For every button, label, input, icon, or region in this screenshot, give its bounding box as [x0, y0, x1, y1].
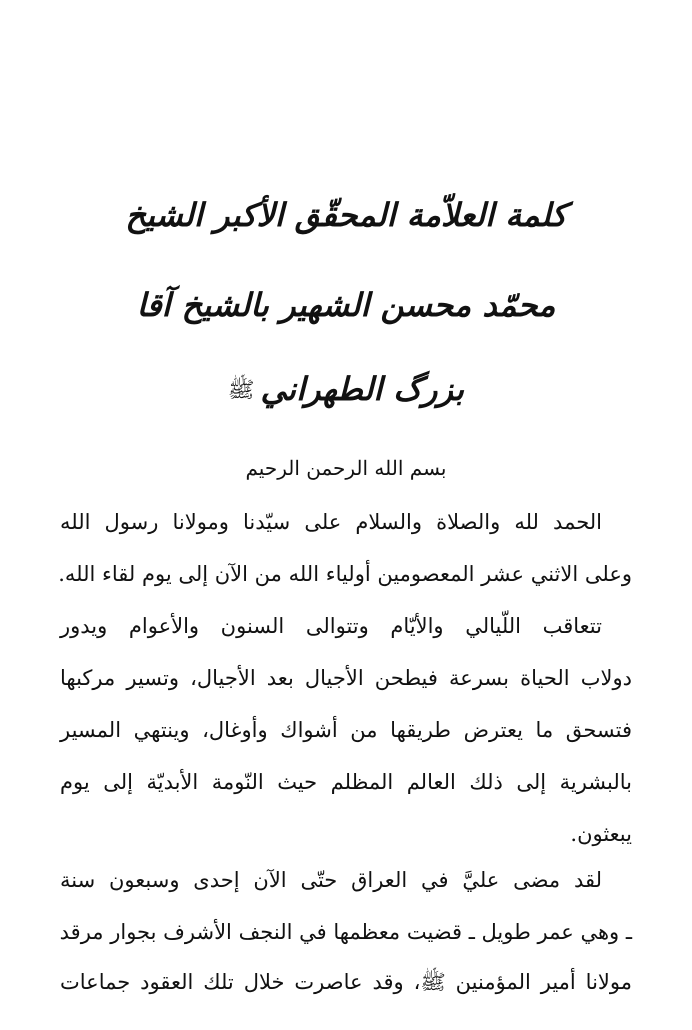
- honorific-symbol-icon: ﷺ: [227, 378, 255, 403]
- heading-line-3: [60, 366, 632, 414]
- heading-line-1: كلمة العلاّمة المحقّق الأكبر الشيخ: [125, 196, 567, 234]
- paragraph-2-line-2: دولاب الحياة بسرعة فيطحن الأجيال بعد الأجيال، وتسير مركبها: [60, 666, 632, 690]
- paragraph-3-line-2: ـ وهي عمر طويل ـ قضيت معظمها في النجف الأشرف بجوار مرقد: [59, 920, 632, 944]
- basmala: بسم الله الرحمن الرحيم: [245, 456, 447, 480]
- paragraph-2-line-4: بالبشرية إلى ذلك العالم المظلم حيث النّومة الأبديّة إلى يوم: [60, 770, 632, 794]
- paragraph-1-line-2: وعلى الاثني عشر المعصومين أولياء الله من الآن إلى يوم لقاء الله.: [58, 562, 632, 586]
- document-page: [60, 0, 632, 1030]
- paragraph-1-line-1: الحمد لله والصلاة والسلام على سيّدنا ومولانا رسول الله: [60, 510, 602, 534]
- heading-line-3-text: بزرگ الطهراني: [260, 370, 465, 408]
- heading-line-2: محمّد محسن الشهير بالشيخ آقا: [136, 286, 556, 324]
- paragraph-2-line-1: تتعاقب اللّيالي والأيّام وتتوالى السنون والأعوام ويدور: [60, 614, 602, 638]
- paragraph-2-line-5: يبعثون.: [570, 822, 632, 846]
- paragraph-3-line-1: لقد مضى عليَّ في العراق حتّى الآن إحدى وسبعون سنة: [60, 868, 602, 892]
- paragraph-3-line-3: مولانا أمير المؤمنين ﷺ، وقد عاصرت خلال تلك العقود جماعات: [60, 970, 632, 994]
- paragraph-2-line-3: فتسحق ما يعترض طريقها من أشواك وأوغال، وينتهي المسير: [60, 718, 632, 742]
